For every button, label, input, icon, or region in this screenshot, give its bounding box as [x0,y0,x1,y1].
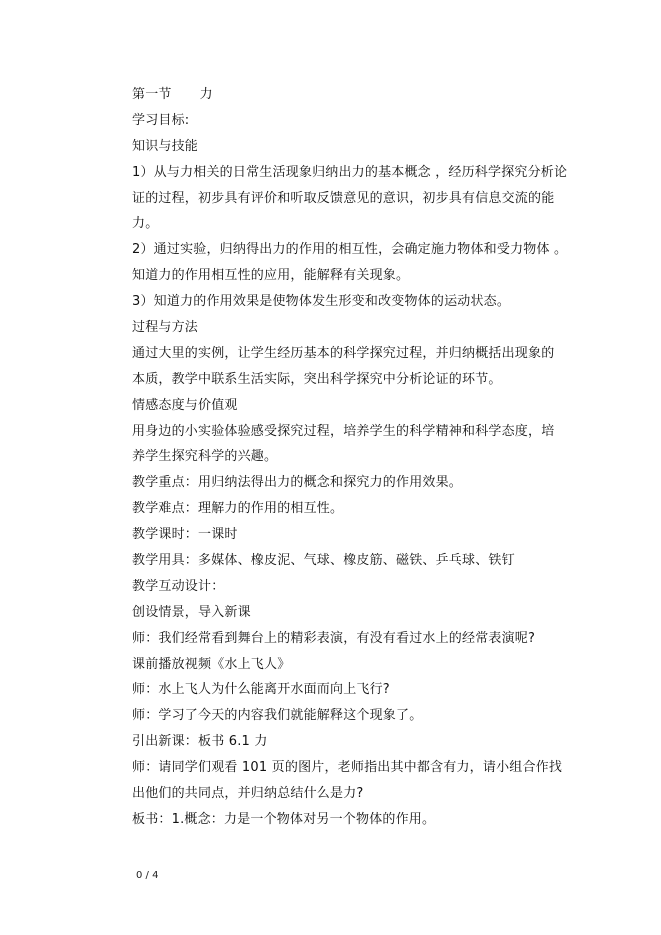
text-line: 2）通过实验，归纳得出力的作用的相互性，会确定施力物体和受力物体 。 [132,242,568,258]
text-line: 教学课时：一课时 [132,527,238,543]
text-line: 过程与方法 [132,320,199,336]
text-line: 力。 [132,216,159,232]
text-line: 教学难点：理解力的作用的相互性。 [132,501,344,517]
text-line: 师：我们经常看到舞台上的精彩表演，有没有看过水上的经常表演呢? [132,630,536,646]
section-title-number: 第一节 [132,87,172,102]
document-body [132,82,568,833]
text-line: 知道力的作用相互性的应用，能解释有关现象。 [132,268,410,284]
text-line: 本质，教学中联系生活实际，突出科学探究中分析论证的环节。 [132,371,502,387]
text-line: 师：学习了今天的内容我们就能解释这个现象了。 [132,708,423,724]
text-line: 知识与技能 [132,138,199,154]
text-line: 学习目标: [132,112,190,128]
text-line: 养学生探究科学的兴趣。 [132,449,278,465]
text-line: 通过大里的实例，让学生经历基本的科学探究过程，并归纳概括出现象的 [132,345,555,361]
text-line: 创设情景，导入新课 [132,604,251,620]
text-line: 师：水上飞人为什么能离开水面而向上飞行? [132,682,390,698]
text-line: 出他们的共同点，并归纳总结什么是力? [132,786,364,802]
text-line: 3）知道力的作用效果是使物体发生形变和改变物体的运动状态。 [132,294,511,310]
text-line: 板书：1.概念：力是一个物体对另一个物体的作用。 [132,811,436,827]
text-line: 引出新课：板书 6.1 力 [132,734,268,750]
section-title [132,82,562,108]
page-number: 0 / 4 [136,870,159,881]
text-line: 情感态度与价值观 [132,397,238,413]
text-line: 证的过程，初步具有评价和听取反馈意见的意识，初步具有信息交流的能 [132,190,555,206]
text-line: 用身边的小实验体验感受探究过程，培养学生的科学精神和科学态度，培 [132,423,555,439]
text-line: 1）从与力相关的日常生活现象归纳出力的基本概念 ，经历科学探究分析论 [132,164,568,180]
section-title-text: 力 [199,87,213,102]
text-line: 教学互动设计： [132,578,225,594]
text-line: 教学用具：多媒体、橡皮泥、气球、橡皮筋、磁铁、乒乓球、铁钉 [132,553,515,569]
text-line: 教学重点：用归纳法得出力的概念和探究力的作用效果。 [132,475,463,491]
text-line: 课前播放视频《水上飞人》 [132,656,291,672]
text-line: 师：请同学们观看 101 页的图片，老师指出其中都含有力，请小组合作找 [132,760,563,776]
